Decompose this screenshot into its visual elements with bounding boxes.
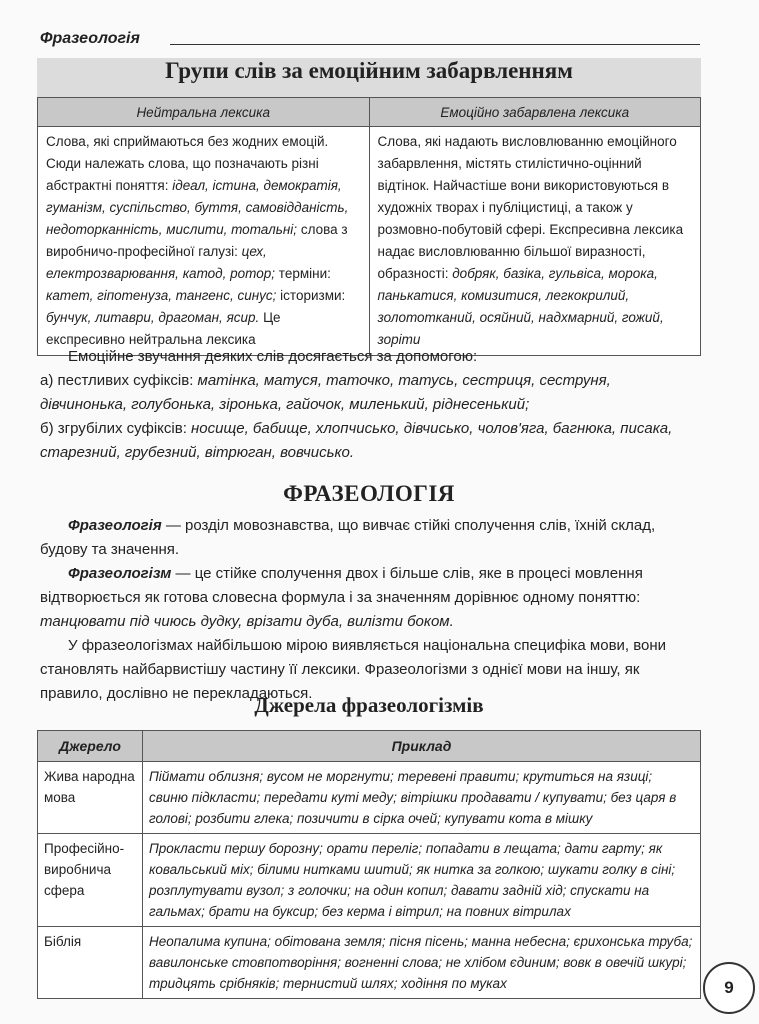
examples-cell: Прокласти першу борозну; орати переліг; попадати в лещата; дати гарту; як ковальський міх; білими нитками шитий; як нитка за голкою; шукати голку в сіні; розплутувати вузол; з голочки; на один копил; давати задній хід; спускати на гальмах; брати на буксир; без керма і вітрил; на повних вітрилах xyxy=(143,834,701,927)
national-specifics: У фразеологізмах найбільшою мірою виявляється національна специфіка мови, вони становлять найбарвистішу частину її лексики. Фразеологізми з однієї мови на іншу, як правило, дослівно не перекладаються. xyxy=(40,637,667,702)
page-number: 9 xyxy=(703,962,755,1014)
col-neutral: Нейтральна лексика xyxy=(38,98,370,127)
def-phraseologism: Фразеологізм — це стійке сполучення двох і більше слів, яке в процесі мовлення відтворюється як готова словесна формула і за значенням дорівнює одному поняттю: танцювати під чиюсь дудку, врізати дуба, вилізти боком. xyxy=(40,565,643,630)
emotion-title: Групи слів за емоційним забарвленням xyxy=(165,58,573,83)
section-title: Фразеологія xyxy=(40,30,140,47)
phraseology-text xyxy=(40,514,700,706)
suffix-block xyxy=(40,345,700,465)
col-emotional: Емоційно забарвлена лексика xyxy=(369,98,701,127)
suffix-intro: Емоційне звучання деяких слів досягається за допомогою: xyxy=(68,348,478,365)
page-header xyxy=(40,28,700,48)
def-phraseology: Фразеологія — розділ мовознавства, що вивчає стійкі сполучення слів, їхній склад, будову та значення. xyxy=(40,517,656,558)
col-source: Джерело xyxy=(38,731,143,762)
emotion-table xyxy=(37,97,701,356)
emotional-cell: Слова, які надають висловлюванню емоційного забарвлення, містять стилістично-оцінний відтінок. Найчастіше вони використовуються в художніх творах і публіцистиці, а також у розмовно-побутовій сфері. Експресивна лексика надає висловлюванню більшої виразності, образності: добряк, базіка, гульвіса, морока, панькатися, комизитися, легкокрилий, золототканий, осяйний, надхмарний, гожий, зоріти xyxy=(369,127,701,356)
suffix-a: а) пестливих суфіксів: матінка, матуся, таточко, татусь, сестриця, сеструня, дівчинонька, голубонька, зіронька, гайочок, миленький, ріднесенький; xyxy=(40,372,611,413)
table-row xyxy=(38,834,701,927)
col-example: Приклад xyxy=(143,731,701,762)
sources-table xyxy=(37,730,701,999)
header-rule xyxy=(170,44,700,45)
examples-cell: Піймати облизня; вусом не моргнути; теревені правити; крутиться на язиці; свиню підкласти; передати куті меду; вітрішки продавати / купувати; без царя в голові; розбити глека; позичити в сірка очей; купувати кота в мішку xyxy=(143,762,701,834)
neutral-cell: Слова, які сприймаються без жодних емоцій. Сюди належать слова, що позначають різні абстрактні поняття: ідеал, істина, демократія, гуманізм, суспільство, буття, самовідданість, недоторканність, мислити, тотальні; слова з виробничо-професійної галузі: цех, електрозварювання, катод, ротор; терміни: катет, гіпотенуза, тангенс, синус; історизми: бунчук, литаври, драгоман, ясир. Це експресивно нейтральна лексика xyxy=(38,127,370,356)
suffix-b: б) згрубілих суфіксів: носище, бабище, хлопчисько, дівчисько, чолов'яга, багнюка, писака, старезний, грубезний, вітрюган, вовчисько. xyxy=(40,420,673,461)
table-row xyxy=(38,762,701,834)
phraseology-title: ФРАЗЕОЛОГІЯ xyxy=(283,481,455,506)
source-cell: Жива народна мова xyxy=(38,762,143,834)
sources-title: Джерела фразеологізмів xyxy=(254,693,484,717)
source-cell: Біблія xyxy=(38,927,143,999)
examples-cell: Неопалима купина; обітована земля; пісня пісень; манна небесна; єрихонська труба; вавилонське стовпотворіння; вогненні слова; не хлібом єдиним; вовк в овечій шкурі; тридцять срібняків; тернистий шлях; ходіння по муках xyxy=(143,927,701,999)
table-row xyxy=(38,927,701,999)
source-cell: Професійно-виробнича сфера xyxy=(38,834,143,927)
